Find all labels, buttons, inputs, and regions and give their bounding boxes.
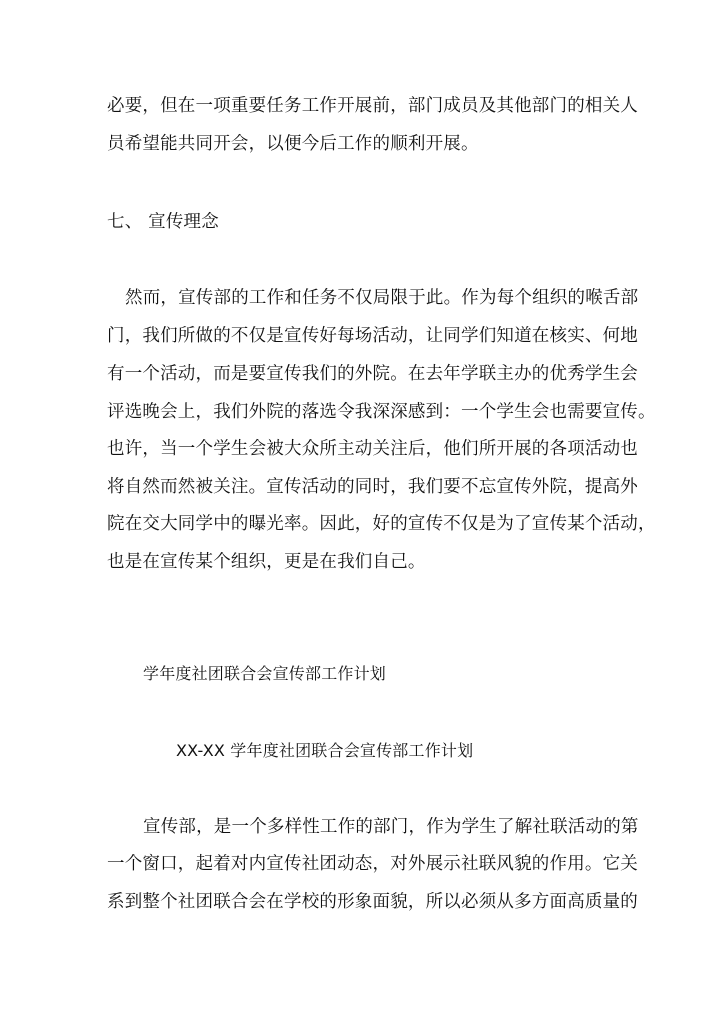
paragraph-2-line-8: 也是在宣传某个组织，更是在我们自己。 [107,552,426,572]
paragraph-3-line-2: 一个窗口，起着对内宣传社团动态，对外展示社联风貌的作用。它关 [107,854,638,874]
paragraph-1-line-2: 员希望能共同开会，以便今后工作的顺利开展。 [107,134,479,154]
paragraph-1-line-1: 必要，但在一项重要任务工作开展前，部门成员及其他部门的相关人 [107,96,638,116]
paragraph-3-line-1: 宣传部，是一个多样性工作的部门，作为学生了解社联活动的第 [143,817,639,837]
paragraph-2-line-4: 评选晚会上，我们外院的落选令我深深感到：一个学生会也需要宣传。 [107,402,656,422]
paragraph-2-line-7: 院在交大同学中的曝光率。因此，好的宣传不仅是为了宣传某个活动， [107,514,656,534]
paragraph-2-line-2: 门，我们所做的不仅是宣传好每场活动，让同学们知道在核实、何地 [107,326,638,346]
paragraph-2-line-6: 将自然而然被关注。宣传活动的同时，我们要不忘宣传外院，提高外 [107,477,638,497]
paragraph-2-line-1: 然而，宣传部的工作和任务不仅局限于此。作为每个组织的喉舌部 [125,288,639,308]
paragraph-2-line-5: 也许，当一个学生会被大众所主动关注后，他们所开展的各项活动也 [107,439,638,459]
paragraph-3-line-3: 系到整个社团联合会在学校的形象面貌，所以必须从多方面高质量的 [107,892,638,912]
paragraph-2-line-3: 有一个活动，而是要宣传我们的外院。在去年学联主办的优秀学生会 [107,364,638,384]
section-7-heading: 七、 宣传理念 [107,212,219,232]
doc-subtitle: XX-XX 学年度社团联合会宣传部工作计划 [176,741,474,760]
doc-title: 学年度社团联合会宣传部工作计划 [143,664,387,683]
